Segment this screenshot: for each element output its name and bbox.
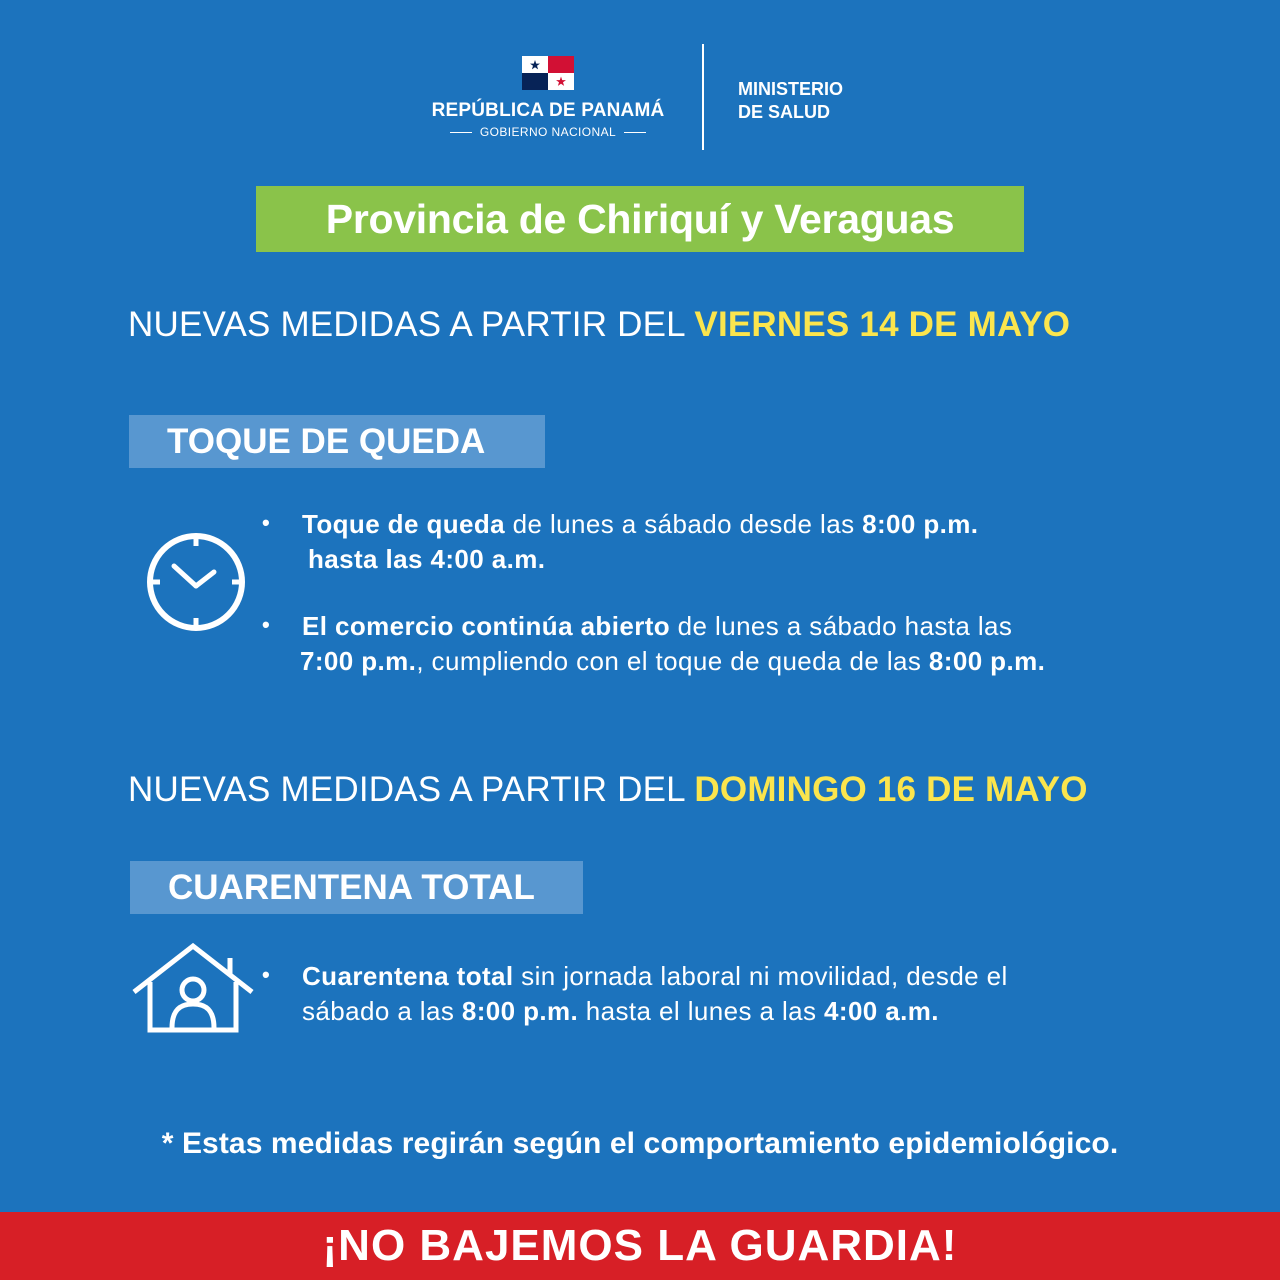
section2-heading: NUEVAS MEDIDAS A PARTIR DEL DOMINGO 16 DE MAYO	[128, 770, 1088, 809]
bullet-dot: •	[262, 962, 270, 987]
ministry-name: MINISTERIO DE SALUD	[738, 79, 844, 122]
quarantine-bullet-line1: Cuarentena total sin jornada laboral ni movilidad, desde el	[302, 961, 1008, 991]
commerce-bullet-line2: 7:00 p.m., cumpliendo con el toque de queda de las 8:00 p.m.	[300, 646, 1046, 676]
epidemiological-note: * Estas medidas regirán según el comportamiento epidemiológico.	[161, 1127, 1119, 1160]
section1-heading: NUEVAS MEDIDAS A PARTIR DEL VIERNES 14 DE MAYO	[128, 305, 1071, 344]
government-subtitle: GOBIERNO NACIONAL	[410, 125, 686, 139]
province-title: Provincia de Chiriquí y Veraguas	[256, 186, 1024, 252]
commerce-bullet-line1: El comercio continúa abierto de lunes a sábado hasta las	[302, 611, 1013, 641]
clock-icon	[144, 530, 248, 634]
bullet-dot: •	[262, 510, 270, 535]
home-person-icon	[130, 940, 256, 1036]
panama-flag-icon	[522, 56, 574, 90]
quarantine-bullet-line2: sábado a las 8:00 p.m. hasta el lunes a las 4:00 a.m.	[302, 996, 939, 1026]
header-divider	[702, 44, 704, 150]
curfew-bullet-line2: hasta las 4:00 a.m.	[308, 544, 546, 574]
quarantine-tag: CUARENTENA TOTAL	[130, 861, 583, 914]
country-title: REPÚBLICA DE PANAMÁ	[431, 100, 665, 121]
banner-slogan: ¡NO BAJEMOS LA GUARDIA!	[322, 1221, 958, 1270]
bullet-dot: •	[262, 612, 270, 637]
curfew-bullet-line1: Toque de queda de lunes a sábado desde las 8:00 p.m.	[302, 509, 979, 539]
curfew-tag: TOQUE DE QUEDA	[129, 415, 545, 468]
